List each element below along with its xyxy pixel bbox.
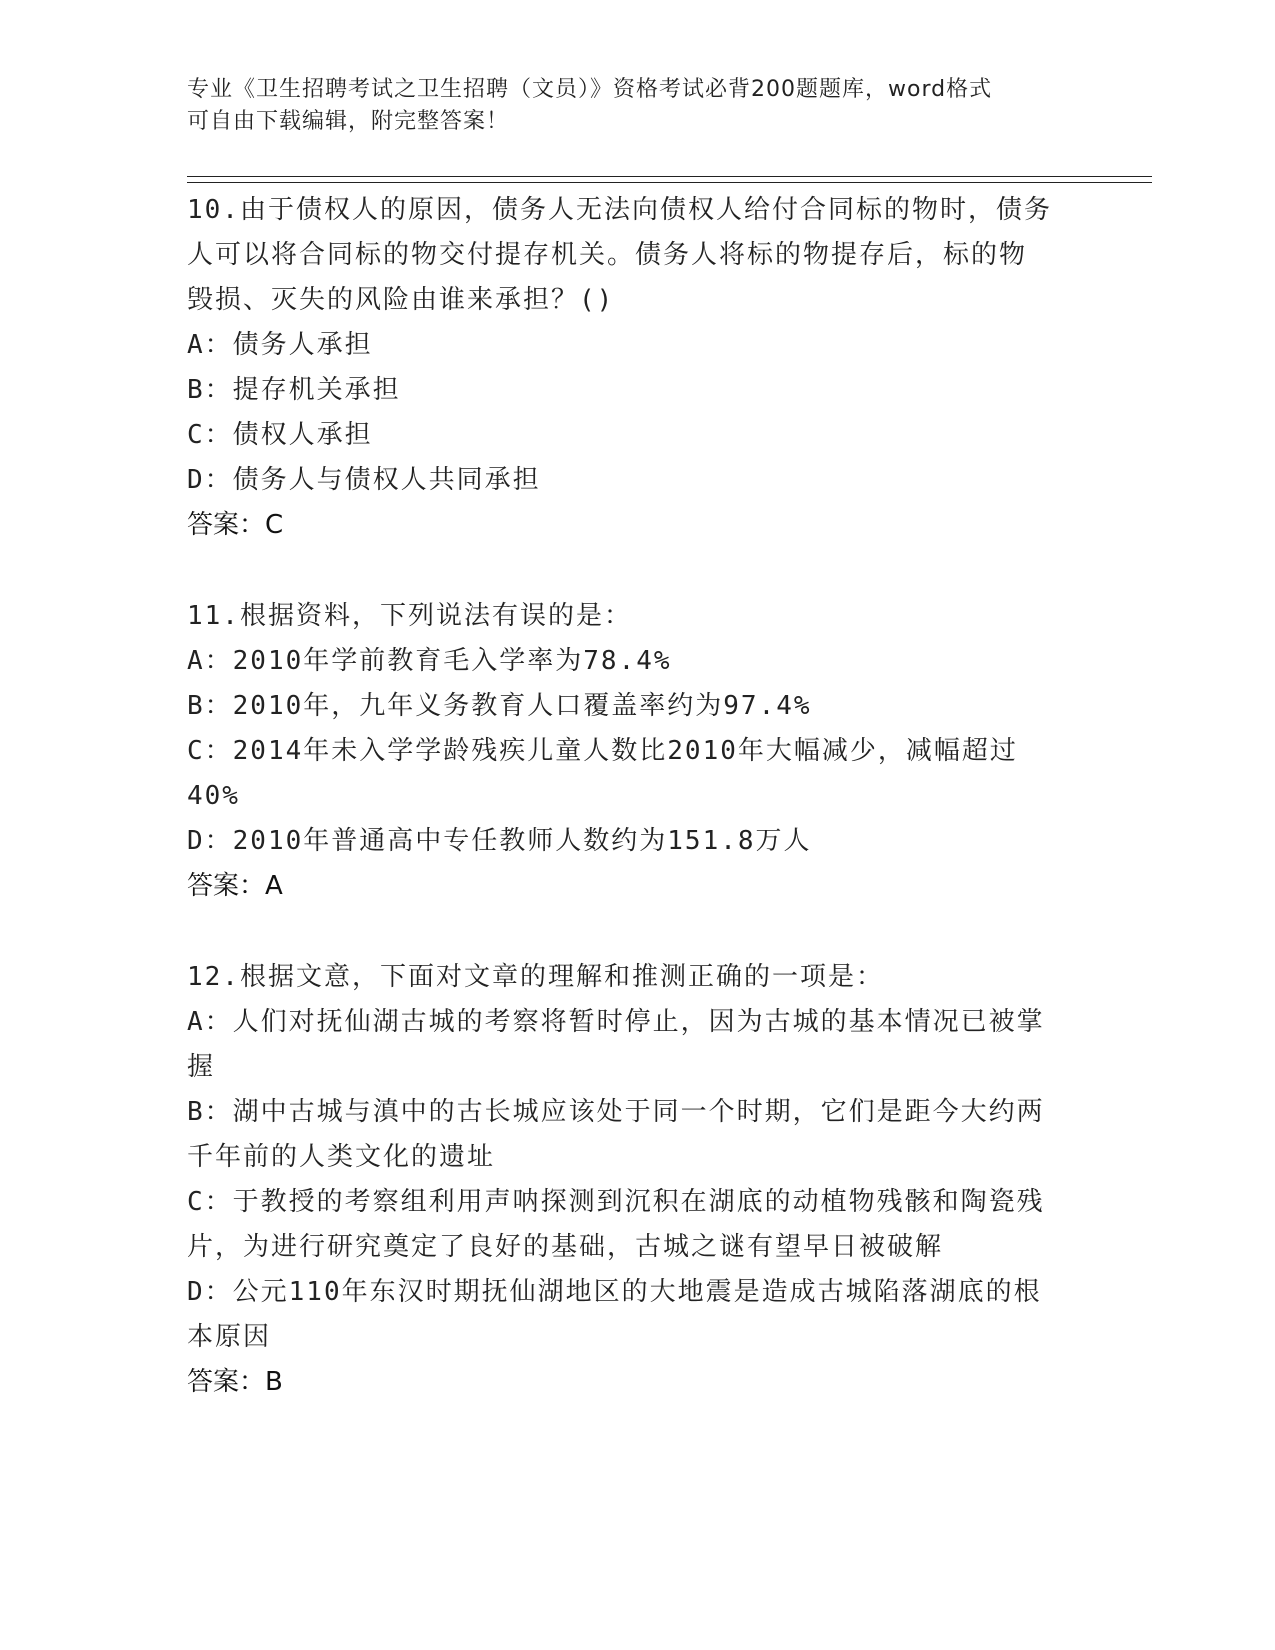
option-c-continued: 40%: [187, 781, 240, 811]
question-gap: [187, 548, 1077, 594]
question-stem-line: 人可以将合同标的物交付提存机关。债务人将标的物提存后，标的物: [187, 240, 1028, 270]
option-d-continued: 本原因: [187, 1322, 272, 1352]
question-stem-line: 11.根据资料，下列说法有误的是：: [187, 601, 632, 631]
header-rule-bottom: [187, 182, 1152, 183]
header-line-1: 专业《卫生招聘考试之卫生招聘（文员）》资格考试必背200题题库，word格式: [187, 77, 993, 102]
header-line-2: 可自由下载编辑，附完整答案！: [187, 109, 510, 134]
question-stem-line: 12.根据文意，下面对文章的理解和推测正确的一项是：: [187, 962, 884, 992]
option-b: B：提存机关承担: [187, 375, 401, 405]
question-11: [187, 594, 1077, 909]
option-d: D：债务人与债权人共同承担: [187, 465, 541, 495]
option-b: B：湖中古城与滇中的古长城应该处于同一个时期，它们是距今大约两: [187, 1097, 1045, 1127]
option-c: C：于教授的考察组利用声呐探测到沉积在湖底的动植物残骸和陶瓷残: [187, 1187, 1045, 1217]
question-stem-line: 毁损、灭失的风险由谁来承担？(): [187, 285, 615, 315]
question-stem-line: 10.由于债权人的原因，债务人无法向债权人给付合同标的物时，债务: [187, 195, 1052, 225]
document-header: [187, 74, 1067, 138]
option-a: A：2010年学前教育毛入学率为78.4%: [187, 646, 672, 676]
answer-line: 答案：A: [187, 871, 283, 901]
answer-line: 答案：C: [187, 510, 284, 540]
answer-line: 答案：B: [187, 1367, 283, 1397]
option-c: C：2014年未入学学龄残疾儿童人数比2010年大幅减少，减幅超过: [187, 736, 1018, 766]
option-c: C：债权人承担: [187, 420, 373, 450]
option-b: B：2010年，九年义务教育人口覆盖率约为97.4%: [187, 691, 812, 721]
question-10: [187, 188, 1077, 548]
option-a: A：债务人承担: [187, 330, 373, 360]
question-12: [187, 955, 1077, 1405]
option-a: A：人们对抚仙湖古城的考察将暂时停止，因为古城的基本情况已被掌: [187, 1007, 1045, 1037]
option-c-continued: 片，为进行研究奠定了良好的基础，古城之谜有望早日被破解: [187, 1232, 944, 1262]
question-list: [187, 188, 1077, 1405]
option-b-continued: 千年前的人类文化的遗址: [187, 1142, 496, 1172]
option-a-continued: 握: [187, 1052, 216, 1082]
header-rule-top: [187, 176, 1152, 177]
option-d: D：公元110年东汉时期抚仙湖地区的大地震是造成古城陷落湖底的根: [187, 1277, 1042, 1307]
question-gap: [187, 909, 1077, 955]
option-d: D：2010年普通高中专任教师人数约为151.8万人: [187, 826, 812, 856]
